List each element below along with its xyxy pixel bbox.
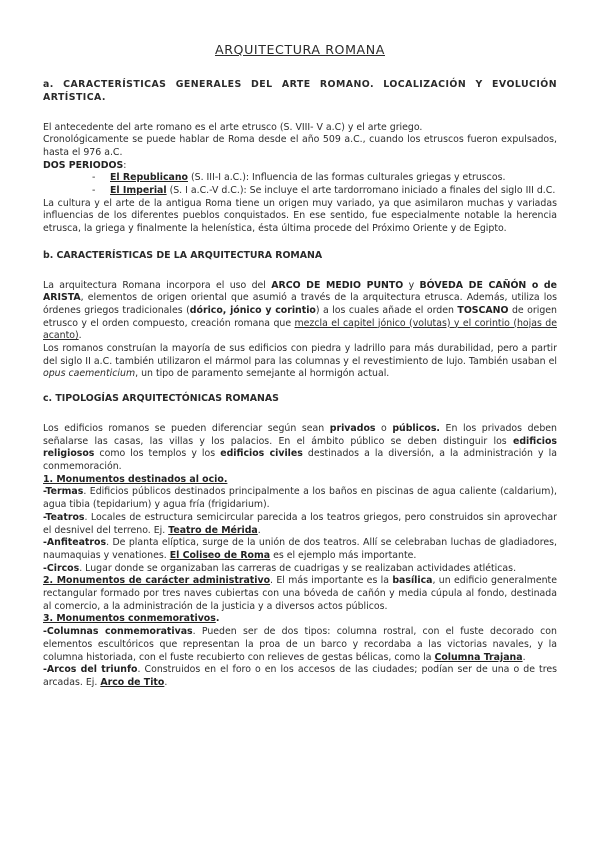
periods-list [43, 172, 557, 197]
period-name: El Republicano [110, 172, 188, 184]
period-item-republicano: - El Republicano (S. III-I a.C.): Influencia de las formas culturales griegas y etruscos. [92, 172, 506, 184]
section-c-intro: Los edificios romanos se pueden diferenciar según sean privados o públicos. En los privados deben señalarse las casas, las villas y los palacios. En el ámbito público se deben distinguir los edificios religiosos como los templos y los edificios civiles destinados a la diversión, a la administración y la conmemoración. [43, 422, 557, 472]
section-b-paragraph-1: La arquitectura Romana incorpora el uso del ARCO DE MEDIO PUNTO y BÓVEDA DE CAÑÓN o de ARISTA, elementos de origen oriental que asumió a través de la arquitectura etrusca. Además, utiliza los órdenes griegos tradicionales (dórico, jónico y corintio) a los cuales añade el orden TOSCANO de origen etrusco y el orden compuesto, creación romana que mezcla el capitel jónico (volutas) y el corintio (hojas de acanto). [43, 279, 557, 342]
section-b-heading: b. CARACTERÍSTICAS DE LA ARQUITECTURA ROMANA [43, 249, 323, 261]
section-b-paragraph-2: Los romanos construían la mayoría de sus edificios con piedra y ladrillo para más durabilidad, pero a partir del siglo II a.C. también utilizaron el mármol para las columnas y el revestimiento de lujo. También usaban el opus caementicium, un tipo de paramento semejante al hormigón actual. [43, 343, 557, 380]
period-name: El Imperial [110, 185, 167, 197]
section-c-heading: c. TIPOLOGÍAS ARQUITECTÓNICAS ROMANAS [43, 393, 279, 405]
monuments-conmemorativos-title: 3. Monumentos conmemorativos. [43, 613, 220, 625]
monuments-ocio-title: 1. Monumentos destinados al ocio. [43, 473, 228, 485]
anfiteatros-entry: -Anfiteatros. De planta elíptica, surge de la unión de dos teatros. Allí se celebraban luchas de gladiadores, naumaquias y venationes. El Coliseo de Roma es el ejemplo más importante. [43, 537, 557, 561]
monuments-administrativo-entry: 2. Monumentos de carácter administrativo. El más importante es la basílica, un edificio generalmente rectangular formado por tres naves cubiertas con una bóveda de cañón y media cúpula al fondo, destinada al comercio, a la administración de la justicia y a diversos actos públicos. [43, 575, 557, 612]
period-item-imperial: - El Imperial (S. I a.C.-V d.C.): Se incluye el arte tardorromano iniciado a finales del siglo III d.C. [92, 185, 556, 197]
document-title: ARQUITECTURA ROMANA [214, 42, 385, 57]
periods-label-line: DOS PERIODOS: [43, 159, 127, 171]
arcos-entry: -Arcos del triunfo. Construidos en el foro o en los accesos de las ciudades; podían ser de una o de tres arcadas. Ej. Arco de Tito. [43, 664, 557, 688]
section-a-paragraph-2: Cronológicamente se puede hablar de Roma desde el año 509 a.C., cuando los etruscos fueron expulsados, hasta el 976 a.C. [43, 134, 557, 158]
section-a-paragraph-3: La cultura y el arte de la antigua Roma tiene un origen muy variado, ya que asimilaron muchas y variadas influencias de los diferentes pueblos conquistados. En ese sentido, fue especialmente notable la herencia etrusca, la griega y finalmente la helenística, ésta última procede del Próximo Oriente y de Egipto. [43, 197, 557, 235]
termas-entry: -Termas. Edificios públicos destinados principalmente a los baños en piscinas de agua caliente (caldarium), agua tibia (tepidarium) y agua fría (frigidarium). [43, 486, 557, 511]
periods-label: DOS PERIODOS [43, 159, 124, 171]
teatros-entry: -Teatros. Locales de estructura semicircular parecida a los teatros griegos, pero construidos sin aprovechar el desnivel del terreno. Ej. Teatro de Mérida. [43, 511, 557, 536]
columnas-entry: -Columnas conmemorativas. Pueden ser de dos tipos: columna rostral, con el fuste decorado con elementos escultóricos que representan la proa de un barco y recordaba a las victorias navales, y la columna historiada, con el fuste recubierto con relieves de gestas bélicas, como la Columna Trajana. [43, 626, 557, 663]
section-a-paragraph-1: El antecedente del arte romano es el arte etrusco (S. VIII- V a.C) y el arte griego. [43, 121, 423, 133]
circos-entry: -Circos. Lugar donde se organizaban las carreras de cuadrigas y se realizaban actividades atléticas. [43, 562, 517, 574]
section-a-heading: a. CARACTERÍSTICAS GENERALES DEL ARTE ROMANO. LOCALIZACIÓN Y EVOLUCIÓN ARTÍSTICA. [43, 78, 557, 104]
